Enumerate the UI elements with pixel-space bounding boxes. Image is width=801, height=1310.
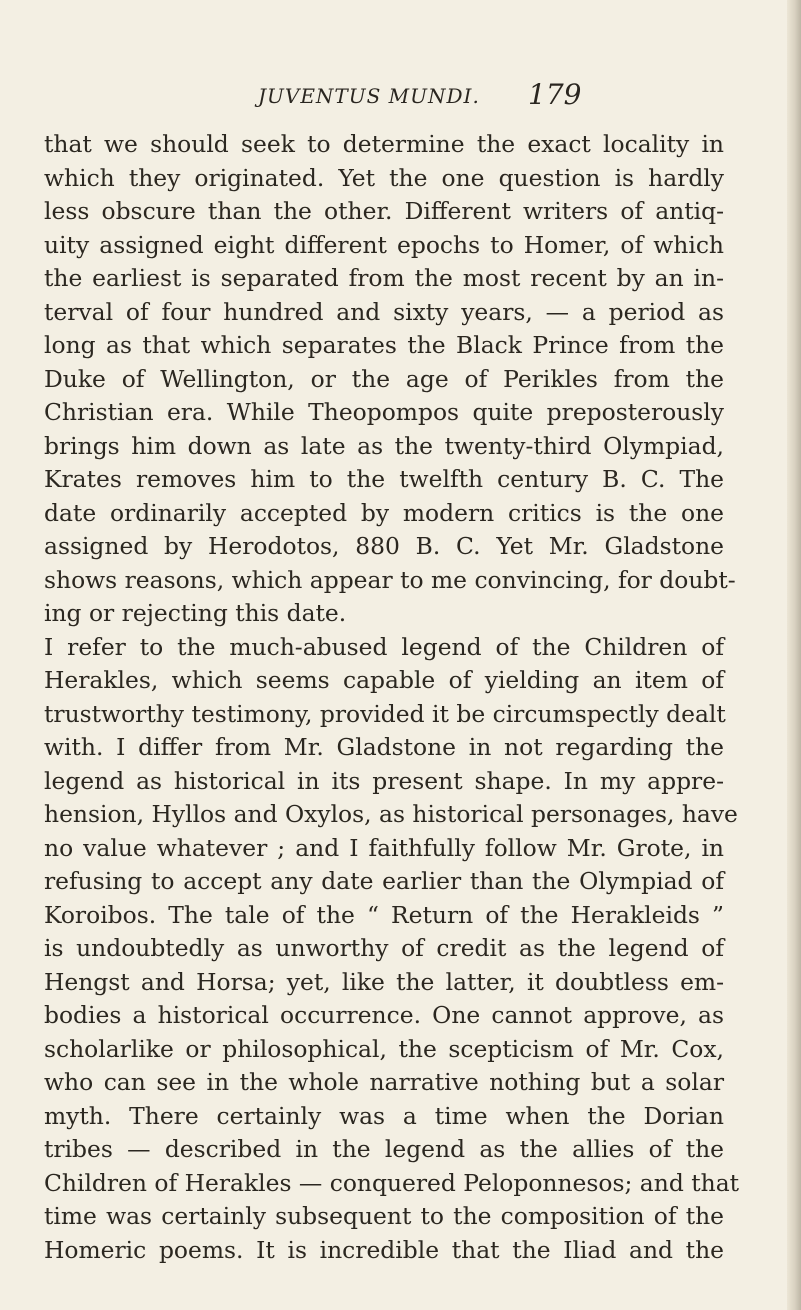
text-line: which they originated. Yet the one question is hardly xyxy=(44,163,724,192)
text-line: Herakles, which seems capable of yielding an item of xyxy=(44,666,724,694)
text-line: date ordinarily accepted by modern critics is the one xyxy=(44,498,724,527)
text-line: terval of four hundred and sixty years, — a period as xyxy=(44,297,724,326)
text-line: legend as historical in its present shape. In my appre- xyxy=(44,766,724,795)
text-line: Hengst and Horsa; yet, like the latter, it doubtless em- xyxy=(44,967,724,996)
text-line: less obscure than the other. Different writers of antiq- xyxy=(44,197,724,225)
text-line: uity assigned eight different epochs to Homer, of which xyxy=(44,230,724,259)
text-line: refusing to accept any date earlier than the Olympiad of xyxy=(44,867,724,895)
text-line: Krates removes him to the twelfth century B. C. The xyxy=(44,465,724,493)
text-line: long as that which separates the Black Prince from the xyxy=(44,331,724,359)
text-line: bodies a historical occurrence. One cannot approve, as xyxy=(44,1001,724,1029)
text-line: is undoubtedly as unworthy of credit as the legend of xyxy=(44,934,724,962)
text-line: assigned by Herodotos, 880 B. C. Yet Mr. Gladstone xyxy=(44,532,724,560)
text-line: that we should seek to determine the exact locality in xyxy=(44,130,724,158)
text-line: time was certainly subsequent to the composition of the xyxy=(44,1202,724,1230)
text-line: Duke of Wellington, or the age of Perikles from the xyxy=(44,364,724,393)
text-line: no value whatever ; and I faithfully follow Mr. Grote, in xyxy=(44,833,724,862)
text-line: hension, Hyllos and Oxylos, as historical personages, have xyxy=(44,800,738,828)
page-edge-shadow xyxy=(787,0,801,1310)
text-line: Children of Herakles — conquered Peloponnesos; and that xyxy=(44,1168,740,1197)
text-line: the earliest is separated from the most recent by an in- xyxy=(44,264,724,292)
text-line: Homeric poems. It is incredible that the Iliad and the xyxy=(44,1235,724,1264)
text-line: Koroibos. The tale of the “ Return of the Herakleids ” xyxy=(44,900,724,929)
text-line: myth. There certainly was a time when the Dorian xyxy=(44,1101,724,1130)
text-line: Christian era. While Theopompos quite preposterously xyxy=(44,398,724,426)
text-line: with. I differ from Mr. Gladstone in not regarding the xyxy=(44,733,724,761)
body-text xyxy=(44,128,740,1267)
text-line: brings him down as late as the twenty-third Olympiad, xyxy=(44,431,724,460)
page-header xyxy=(96,78,746,118)
text-line: ing or rejecting this date. xyxy=(44,599,347,627)
text-line: I refer to the much-abused legend of the Children of xyxy=(44,632,724,661)
running-head: JUVENTUS MUNDI. xyxy=(258,84,480,108)
text-line: trustworthy testimony, provided it be circumspectly dealt xyxy=(44,699,726,728)
text-line: who can see in the whole narrative nothing but a solar xyxy=(44,1068,724,1096)
page-number: 179 xyxy=(528,78,582,111)
text-line: shows reasons, which appear to me convincing, for doubt- xyxy=(44,565,736,594)
text-line: scholarlike or philosophical, the scepticism of Mr. Cox, xyxy=(44,1034,724,1063)
text-line: tribes — described in the legend as the allies of the xyxy=(44,1135,724,1163)
